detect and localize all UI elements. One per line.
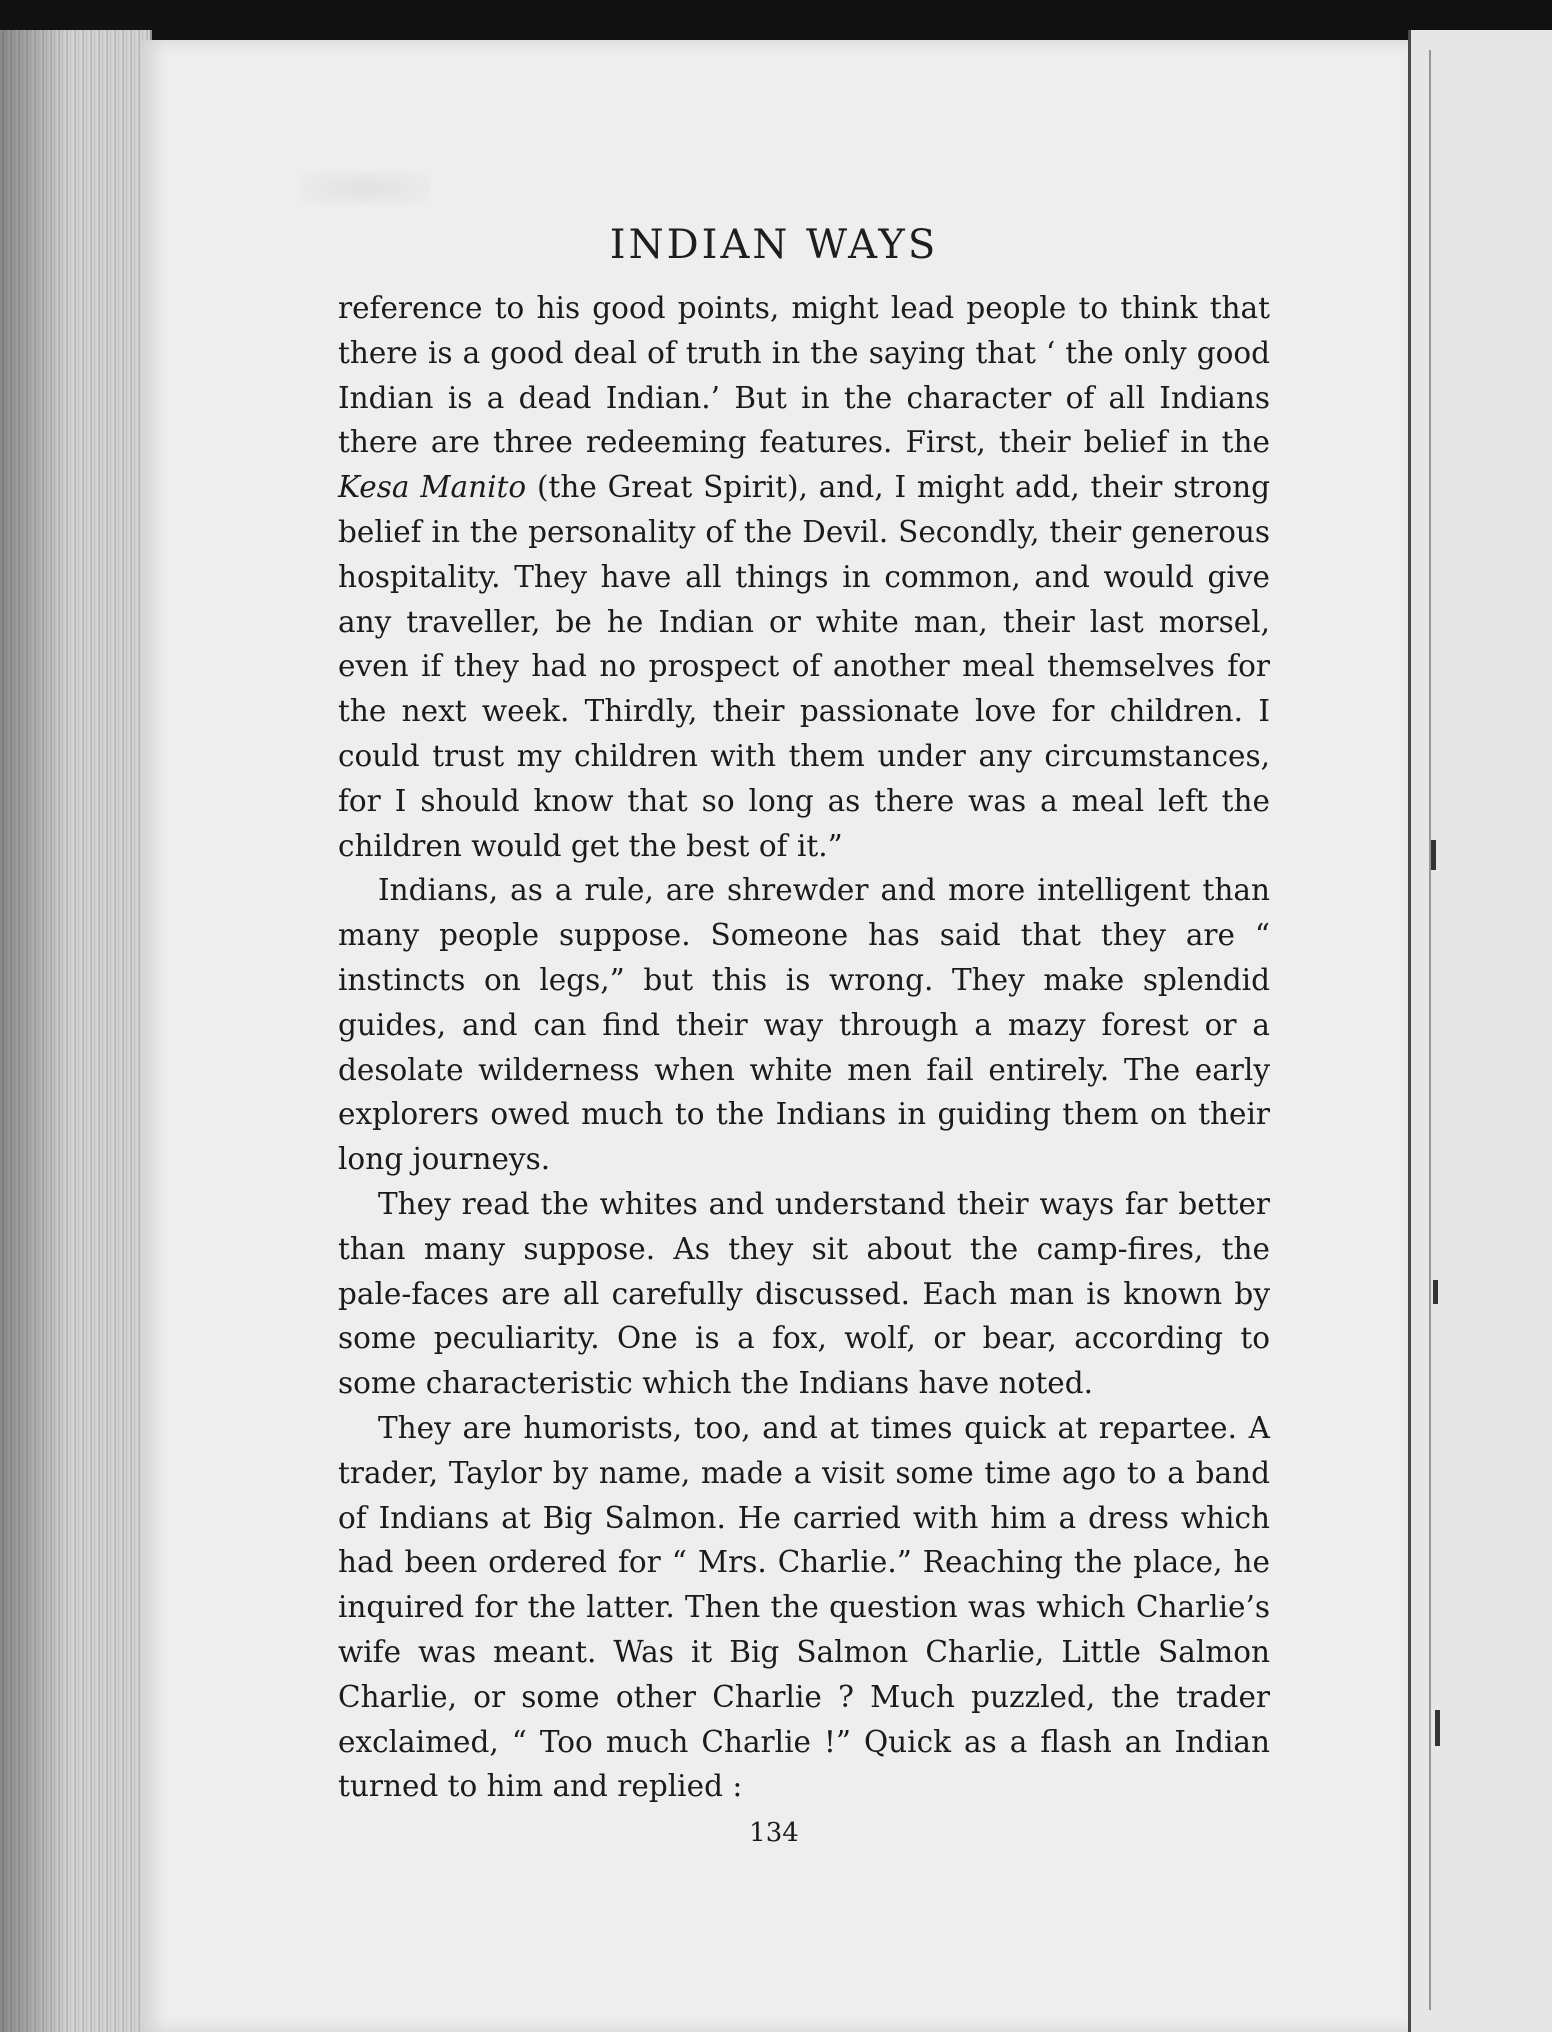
paragraph-1-tail: (the Great Spirit), and, I might add, their strong belief in the personality of the Devil. Secondly, their generous hospitality. They have all things in common, and would give any traveller, be he Indian or white man, their last morsel, even if they had no prospect of another meal themselves for the next week. Thirdly, their passionate love for children. I could trust my children with them under any circumstances, for I should know that so long as there was a meal left the children would get the best of it.” xyxy=(338,470,1271,863)
paragraph-4: They are humorists, too, and at times quick at repartee. A trader, Taylor by name, made a visit some time ago to a band of Indians at Big Salmon. He carried with him a dress which had been ordered for “ Mrs. Charlie.” Reaching the place, he inquired for the latter. Then the question was which Charlie’s wife was meant. Was it Big Salmon Charlie, Little Salmon Charlie, or some other Charlie ? Much puzzled, the trader exclaimed, “ Too much Charlie !” Quick as a flash an Indian turned to him and replied : xyxy=(338,1410,1270,1804)
page-number: 134 xyxy=(749,1818,799,1848)
paragraph-1-lead: reference to his good points, might lead people to think that there is a good deal of truth in the saying that ‘ the only good Indian is a dead Indian.’ But in the character of all Indians there are three redeeming features. First, their belief in the xyxy=(338,291,1270,460)
running-head: INDIAN WAYS xyxy=(609,222,939,268)
facing-page-edge xyxy=(1408,30,1552,2032)
kesa-manito-term: Kesa Manito xyxy=(338,470,527,505)
paragraph-1 xyxy=(338,286,1270,868)
edge-mark xyxy=(1431,840,1436,870)
body-text xyxy=(338,286,1270,1809)
gutter-line xyxy=(1429,50,1431,2010)
edge-mark xyxy=(1435,1710,1440,1746)
book-page-edges xyxy=(0,30,152,2032)
paragraph-2: Indians, as a rule, are shrewder and more intelligent than many people suppose. Someone has said that they are “ instincts on legs,” but this is wrong. They make splendid guides, and can find their way through a mazy forest or a desolate wilderness when white men fail entirely. The early explorers owed much to the Indians in guiding them on their long journeys. xyxy=(338,873,1270,1177)
edge-mark xyxy=(1433,1280,1438,1304)
page-smudge xyxy=(300,170,430,206)
scanner-top-band xyxy=(0,0,1552,42)
paragraph-3: They read the whites and understand their ways far better than many suppose. As they sit about the camp-fires, the pale-faces are all carefully discussed. Each man is known by some peculiarity. One is a fox, wolf, or bear, according to some characteristic which the Indians have noted. xyxy=(338,1186,1270,1401)
